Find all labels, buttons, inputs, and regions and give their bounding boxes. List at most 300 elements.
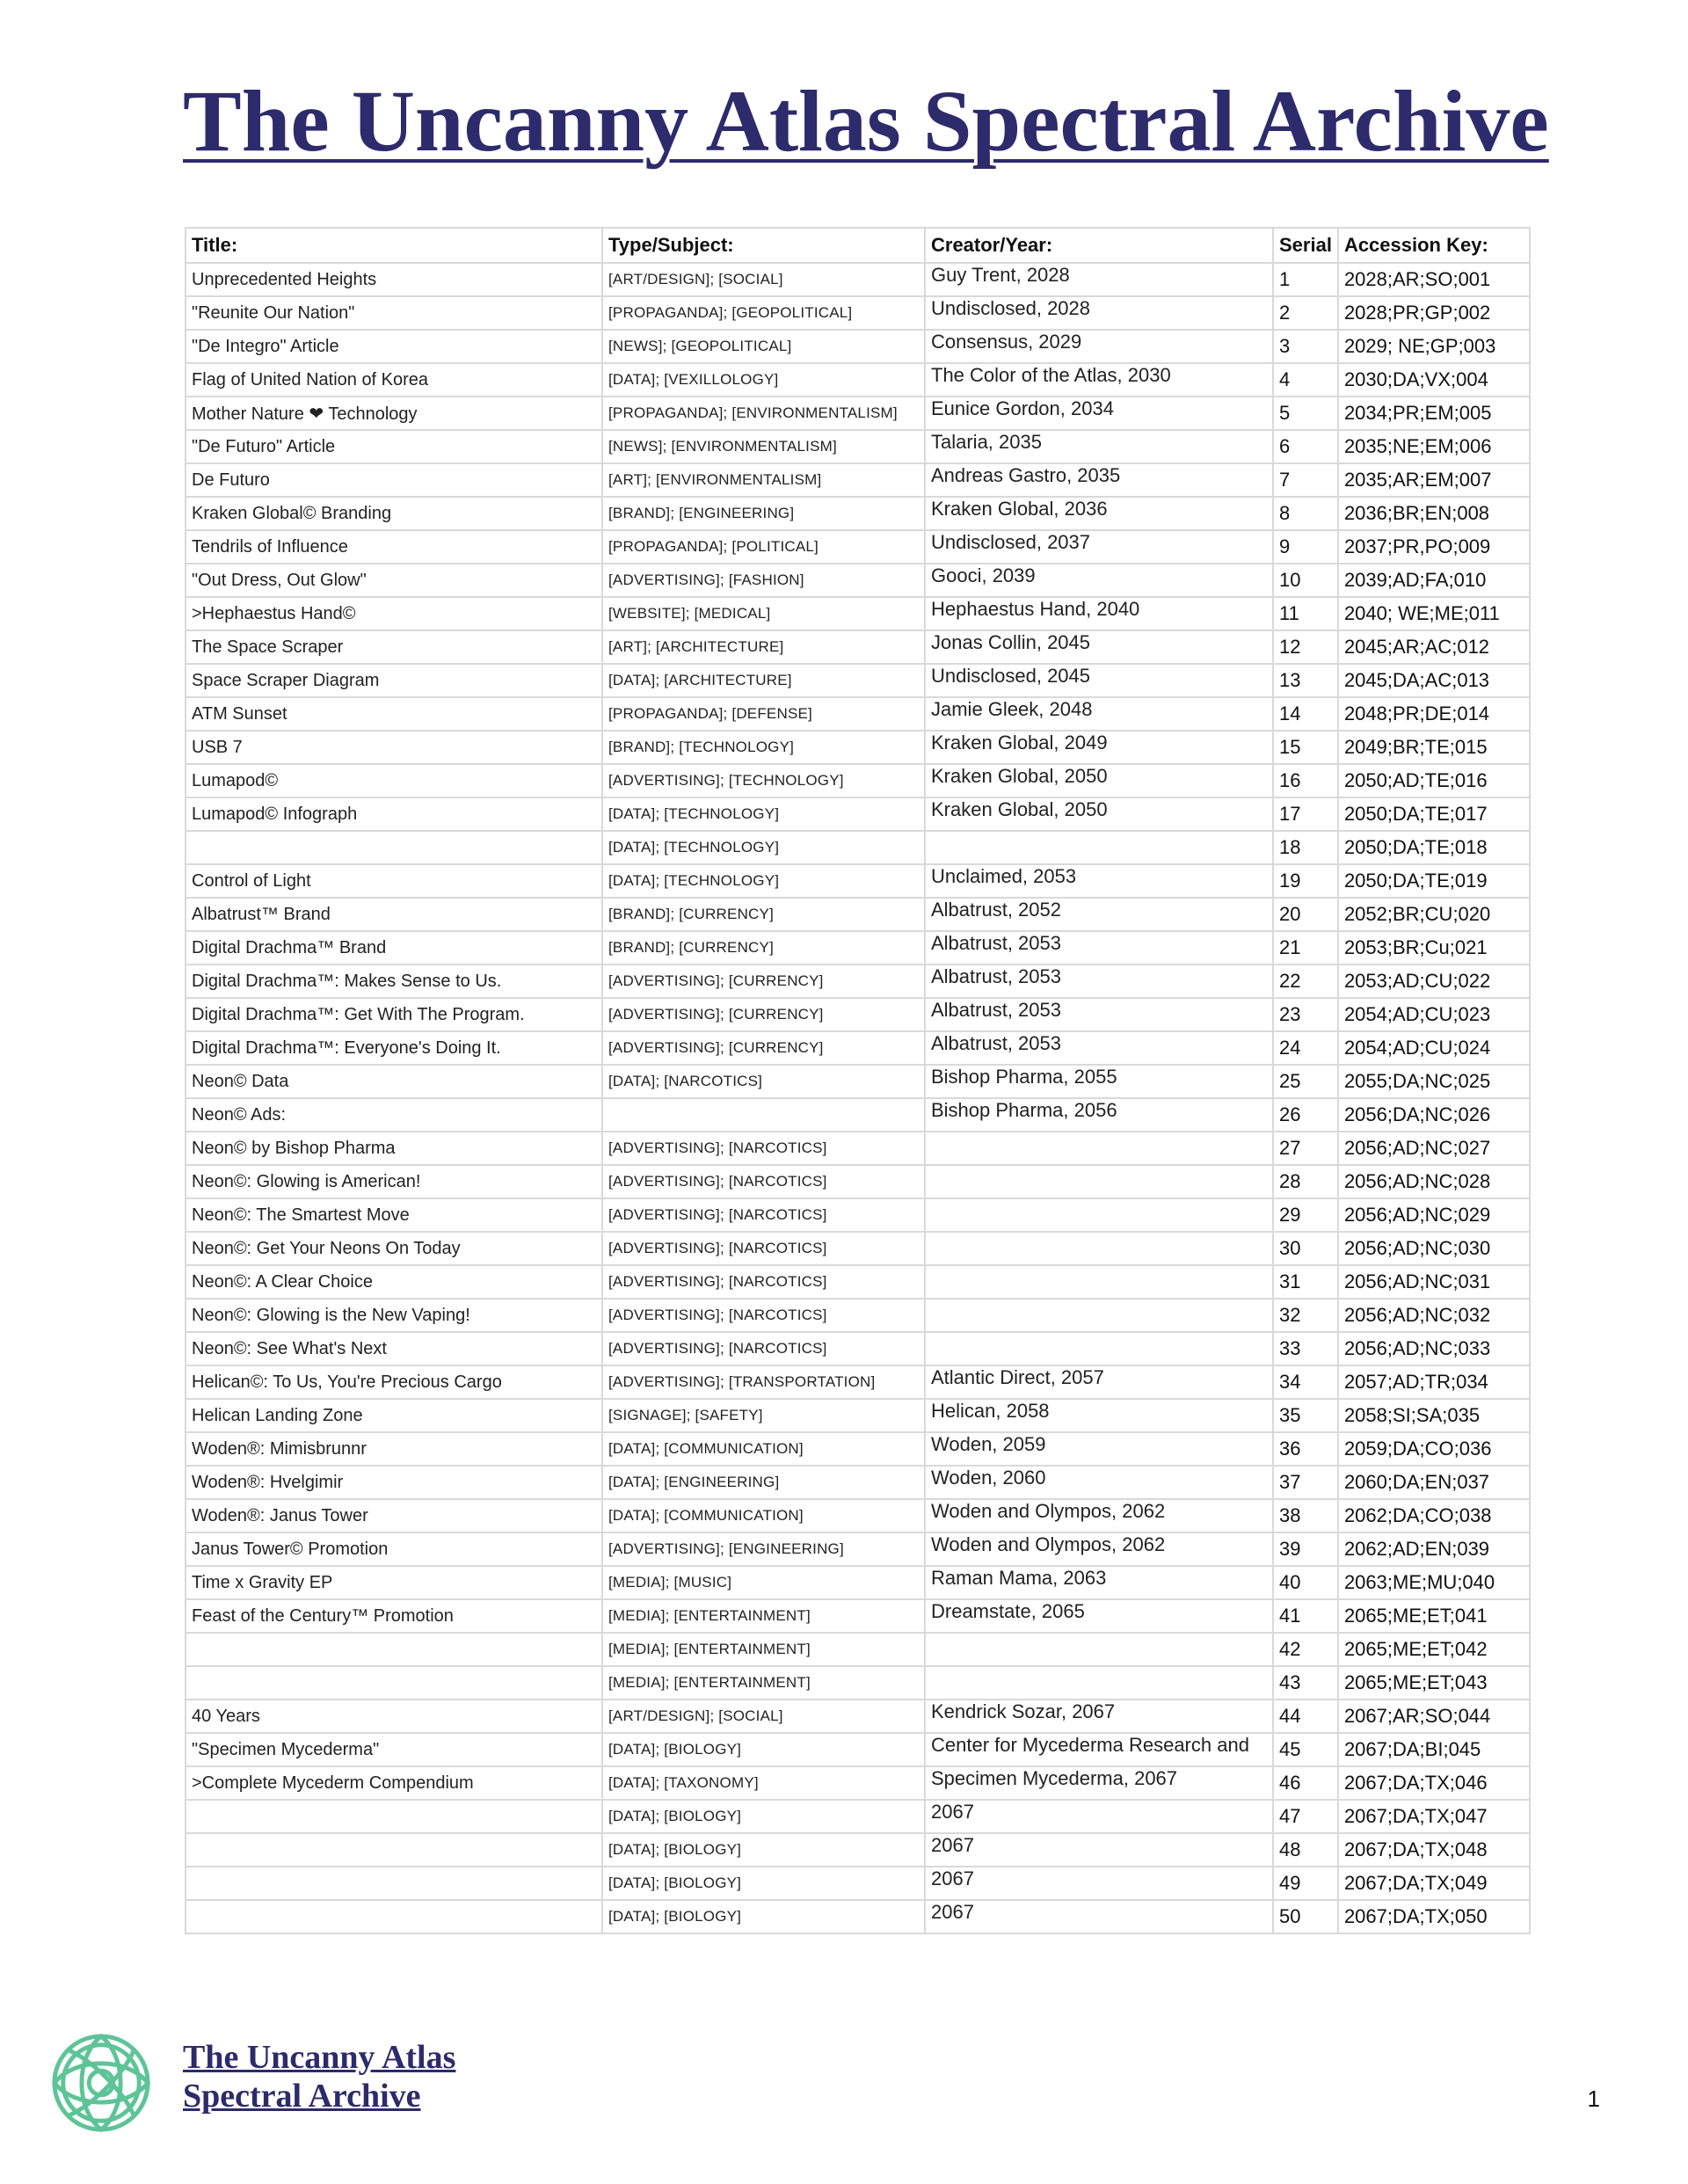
cell-title: "De Futuro" Article (186, 430, 602, 463)
cell-serial: 47 (1273, 1800, 1338, 1833)
cell-title: Janus Tower© Promotion (186, 1532, 602, 1566)
cell-accession-key: 2049;BR;TE;015 (1338, 731, 1530, 764)
cell-title: Neon©: See What's Next (186, 1332, 602, 1365)
page-number: 1 (1587, 2086, 1600, 2112)
cell-serial: 29 (1273, 1198, 1338, 1232)
cell-creator-year: Unclaimed, 2053 (925, 864, 1273, 898)
cell-serial: 34 (1273, 1365, 1338, 1399)
cell-serial: 14 (1273, 697, 1338, 731)
cell-accession-key: 2054;AD;CU;024 (1338, 1031, 1530, 1065)
table-row (186, 764, 1530, 797)
cell-serial: 5 (1273, 397, 1338, 430)
cell-type-subject: [ART]; [ENVIRONMENTALISM] (602, 463, 925, 497)
cell-type-subject: [ADVERTISING]; [FASHION] (602, 564, 925, 597)
table-row (186, 1232, 1530, 1265)
cell-type-subject: [NEWS]; [ENVIRONMENTALISM] (602, 430, 925, 463)
cell-creator-year: Bishop Pharma, 2056 (925, 1098, 1273, 1132)
cell-title: Tendrils of Influence (186, 530, 602, 564)
cell-title: Neon©: Get Your Neons On Today (186, 1232, 602, 1265)
cell-accession-key: 2063;ME;MU;040 (1338, 1566, 1530, 1599)
cell-type-subject: [ADVERTISING]; [CURRENCY] (602, 998, 925, 1031)
table-row (186, 965, 1530, 998)
cell-title: Neon© Ads: (186, 1098, 602, 1132)
cell-type-subject: [DATA]; [TAXONOMY] (602, 1766, 925, 1800)
cell-title: Flag of United Nation of Korea (186, 363, 602, 397)
cell-creator-year: Albatrust, 2053 (925, 1031, 1273, 1065)
cell-title: Woden®: Hvelgimir (186, 1466, 602, 1499)
cell-serial: 20 (1273, 898, 1338, 931)
table-row (186, 1399, 1530, 1432)
table-row (186, 1733, 1530, 1766)
cell-creator-year: Albatrust, 2053 (925, 965, 1273, 998)
cell-creator-year (925, 1165, 1273, 1198)
cell-title: Digital Drachma™: Get With The Program. (186, 998, 602, 1031)
cell-serial: 46 (1273, 1766, 1338, 1800)
table-row (186, 330, 1530, 363)
cell-type-subject: [ADVERTISING]; [ENGINEERING] (602, 1532, 925, 1566)
cell-serial: 38 (1273, 1499, 1338, 1532)
cell-creator-year: Woden, 2060 (925, 1466, 1273, 1499)
table-row (186, 530, 1530, 564)
cell-title: Lumapod© (186, 764, 602, 797)
cell-title: >Complete Mycederm Compendium (186, 1766, 602, 1800)
table-row (186, 1132, 1530, 1165)
cell-accession-key: 2056;AD;NC;033 (1338, 1332, 1530, 1365)
cell-type-subject: [MEDIA]; [ENTERTAINMENT] (602, 1599, 925, 1633)
cell-accession-key: 2056;DA;NC;026 (1338, 1098, 1530, 1132)
cell-title: Neon©: Glowing is American! (186, 1165, 602, 1198)
cell-serial: 1 (1273, 263, 1338, 296)
table-row (186, 998, 1530, 1031)
cell-creator-year: Kraken Global, 2049 (925, 731, 1273, 764)
table-row (186, 797, 1530, 831)
table-row (186, 1833, 1530, 1867)
cell-title (186, 1666, 602, 1700)
cell-type-subject: [DATA]; [ARCHITECTURE] (602, 664, 925, 697)
cell-title: "De Integro" Article (186, 330, 602, 363)
cell-accession-key: 2053;BR;Cu;021 (1338, 931, 1530, 965)
cell-type-subject: [DATA]; [VEXILLOLOGY] (602, 363, 925, 397)
table-row (186, 497, 1530, 530)
cell-accession-key: 2035;AR;EM;007 (1338, 463, 1530, 497)
table-row (186, 1098, 1530, 1132)
cell-serial: 26 (1273, 1098, 1338, 1132)
cell-creator-year: Gooci, 2039 (925, 564, 1273, 597)
cell-type-subject: [DATA]; [ENGINEERING] (602, 1466, 925, 1499)
cell-type-subject: [DATA]; [BIOLOGY] (602, 1800, 925, 1833)
cell-serial: 39 (1273, 1532, 1338, 1566)
cell-serial: 43 (1273, 1666, 1338, 1700)
cell-title: Woden®: Janus Tower (186, 1499, 602, 1532)
cell-serial: 11 (1273, 597, 1338, 630)
cell-type-subject: [ADVERTISING]; [NARCOTICS] (602, 1299, 925, 1332)
cell-type-subject: [ART/DESIGN]; [SOCIAL] (602, 263, 925, 296)
cell-accession-key: 2045;DA;AC;013 (1338, 664, 1530, 697)
cell-title (186, 1867, 602, 1900)
cell-type-subject: [PROPAGANDA]; [DEFENSE] (602, 697, 925, 731)
cell-type-subject: [BRAND]; [CURRENCY] (602, 898, 925, 931)
cell-serial: 12 (1273, 630, 1338, 664)
cell-type-subject: [ART/DESIGN]; [SOCIAL] (602, 1700, 925, 1733)
cell-accession-key: 2052;BR;CU;020 (1338, 898, 1530, 931)
cell-creator-year (925, 1265, 1273, 1299)
cell-title: Helican©: To Us, You're Precious Cargo (186, 1365, 602, 1399)
table-row (186, 1299, 1530, 1332)
cell-creator-year: Woden, 2059 (925, 1432, 1273, 1466)
table-row (186, 1666, 1530, 1700)
cell-serial: 10 (1273, 564, 1338, 597)
cell-title: ATM Sunset (186, 697, 602, 731)
cell-creator-year: 2067 (925, 1867, 1273, 1900)
cell-accession-key: 2050;DA;TE;018 (1338, 831, 1530, 864)
cell-serial: 24 (1273, 1031, 1338, 1065)
cell-serial: 22 (1273, 965, 1338, 998)
cell-creator-year (925, 1332, 1273, 1365)
cell-type-subject: [PROPAGANDA]; [GEOPOLITICAL] (602, 296, 925, 330)
cell-creator-year: Undisclosed, 2045 (925, 664, 1273, 697)
cell-serial: 17 (1273, 797, 1338, 831)
cell-accession-key: 2067;AR;SO;044 (1338, 1700, 1530, 1733)
cell-accession-key: 2045;AR;AC;012 (1338, 630, 1530, 664)
cell-serial: 33 (1273, 1332, 1338, 1365)
cell-serial: 32 (1273, 1299, 1338, 1332)
cell-creator-year: 2067 (925, 1833, 1273, 1867)
cell-accession-key: 2050;DA;TE;017 (1338, 797, 1530, 831)
cell-accession-key: 2062;AD;EN;039 (1338, 1532, 1530, 1566)
cell-type-subject: [ADVERTISING]; [TECHNOLOGY] (602, 764, 925, 797)
cell-serial: 31 (1273, 1265, 1338, 1299)
cell-creator-year: 2067 (925, 1900, 1273, 1933)
cell-title: The Space Scraper (186, 630, 602, 664)
cell-title: 40 Years (186, 1700, 602, 1733)
cell-type-subject: [MEDIA]; [ENTERTAINMENT] (602, 1633, 925, 1666)
table-row (186, 1599, 1530, 1633)
cell-accession-key: 2067;DA;BI;045 (1338, 1733, 1530, 1766)
cell-accession-key: 2040; WE;ME;011 (1338, 597, 1530, 630)
cell-serial: 15 (1273, 731, 1338, 764)
cell-serial: 3 (1273, 330, 1338, 363)
table-row (186, 1265, 1530, 1299)
cell-type-subject: [DATA]; [COMMUNICATION] (602, 1432, 925, 1466)
table-row (186, 1532, 1530, 1566)
cell-creator-year: Kraken Global, 2036 (925, 497, 1273, 530)
cell-serial: 42 (1273, 1633, 1338, 1666)
table-row (186, 1499, 1530, 1532)
header-title: Title: (186, 228, 602, 263)
cell-accession-key: 2029; NE;GP;003 (1338, 330, 1530, 363)
cell-accession-key: 2056;AD;NC;028 (1338, 1165, 1530, 1198)
cell-type-subject: [ART]; [ARCHITECTURE] (602, 630, 925, 664)
cell-type-subject: [DATA]; [BIOLOGY] (602, 1900, 925, 1933)
cell-serial: 30 (1273, 1232, 1338, 1265)
table-row (186, 363, 1530, 397)
cell-serial: 27 (1273, 1132, 1338, 1165)
table-row (186, 1365, 1530, 1399)
cell-type-subject: [DATA]; [TECHNOLOGY] (602, 831, 925, 864)
header-type-subject: Type/Subject: (602, 228, 925, 263)
cell-serial: 36 (1273, 1432, 1338, 1466)
cell-title (186, 1800, 602, 1833)
cell-serial: 35 (1273, 1399, 1338, 1432)
cell-serial: 18 (1273, 831, 1338, 864)
cell-title: Neon© by Bishop Pharma (186, 1132, 602, 1165)
cell-title (186, 1633, 602, 1666)
cell-creator-year: Consensus, 2029 (925, 330, 1273, 363)
cell-title: USB 7 (186, 731, 602, 764)
cell-creator-year (925, 1633, 1273, 1666)
page-title: The Uncanny Atlas Spectral Archive (183, 72, 1549, 170)
cell-type-subject: [PROPAGANDA]; [ENVIRONMENTALISM] (602, 397, 925, 430)
cell-title: "Out Dress, Out Glow" (186, 564, 602, 597)
cell-type-subject: [BRAND]; [TECHNOLOGY] (602, 731, 925, 764)
cell-type-subject: [SIGNAGE]; [SAFETY] (602, 1399, 925, 1432)
cell-type-subject: [NEWS]; [GEOPOLITICAL] (602, 330, 925, 363)
cell-creator-year: Andreas Gastro, 2035 (925, 463, 1273, 497)
cell-title: Control of Light (186, 864, 602, 898)
cell-creator-year: Dreamstate, 2065 (925, 1599, 1273, 1633)
table-header-row (186, 228, 1530, 263)
table-row (186, 1432, 1530, 1466)
cell-accession-key: 2056;AD;NC;029 (1338, 1198, 1530, 1232)
cell-creator-year: Albatrust, 2053 (925, 998, 1273, 1031)
cell-title: "Reunite Our Nation" (186, 296, 602, 330)
cell-serial: 9 (1273, 530, 1338, 564)
header-creator-year: Creator/Year: (925, 228, 1273, 263)
cell-accession-key: 2056;AD;NC;031 (1338, 1265, 1530, 1299)
cell-title: Digital Drachma™ Brand (186, 931, 602, 965)
cell-creator-year: Kraken Global, 2050 (925, 764, 1273, 797)
cell-serial: 50 (1273, 1900, 1338, 1933)
cell-title (186, 1833, 602, 1867)
cell-creator-year: Kendrick Sozar, 2067 (925, 1700, 1273, 1733)
cell-accession-key: 2055;DA;NC;025 (1338, 1065, 1530, 1098)
cell-accession-key: 2065;ME;ET;041 (1338, 1599, 1530, 1633)
cell-title: Helican Landing Zone (186, 1399, 602, 1432)
footer-title (183, 2038, 455, 2115)
table-row (186, 1766, 1530, 1800)
cell-creator-year (925, 1666, 1273, 1700)
cell-accession-key: 2065;ME;ET;043 (1338, 1666, 1530, 1700)
cell-title (186, 831, 602, 864)
cell-accession-key: 2058;SI;SA;035 (1338, 1399, 1530, 1432)
cell-accession-key: 2056;AD;NC;032 (1338, 1299, 1530, 1332)
table-row (186, 931, 1530, 965)
cell-title: Digital Drachma™: Makes Sense to Us. (186, 965, 602, 998)
table-row (186, 597, 1530, 630)
cell-creator-year: Woden and Olympos, 2062 (925, 1499, 1273, 1532)
cell-title: Kraken Global© Branding (186, 497, 602, 530)
cell-title: Mother Nature ❤ Technology (186, 397, 602, 430)
cell-serial: 23 (1273, 998, 1338, 1031)
header-serial: Serial (1273, 228, 1338, 263)
cell-accession-key: 2036;BR;EN;008 (1338, 497, 1530, 530)
cell-creator-year (925, 831, 1273, 864)
footer-title-line1: The Uncanny Atlas (183, 2039, 456, 2076)
table-row (186, 731, 1530, 764)
table-row (186, 296, 1530, 330)
cell-type-subject: [ADVERTISING]; [NARCOTICS] (602, 1165, 925, 1198)
cell-accession-key: 2037;PR,PO;009 (1338, 530, 1530, 564)
cell-accession-key: 2067;DA;TX;049 (1338, 1867, 1530, 1900)
table-row (186, 898, 1530, 931)
cell-title: Woden®: Mimisbrunnr (186, 1432, 602, 1466)
cell-type-subject: [DATA]; [TECHNOLOGY] (602, 797, 925, 831)
table-row (186, 1332, 1530, 1365)
cell-type-subject: [DATA]; [BIOLOGY] (602, 1867, 925, 1900)
cell-type-subject: [ADVERTISING]; [TRANSPORTATION] (602, 1365, 925, 1399)
cell-type-subject: [ADVERTISING]; [NARCOTICS] (602, 1232, 925, 1265)
cell-type-subject: [WEBSITE]; [MEDICAL] (602, 597, 925, 630)
cell-serial: 40 (1273, 1566, 1338, 1599)
table-row (186, 1466, 1530, 1499)
cell-title: Neon©: A Clear Choice (186, 1265, 602, 1299)
table-row (186, 430, 1530, 463)
cell-creator-year: Talaria, 2035 (925, 430, 1273, 463)
cell-serial: 2 (1273, 296, 1338, 330)
cell-creator-year: The Color of the Atlas, 2030 (925, 363, 1273, 397)
cell-title (186, 1900, 602, 1933)
cell-title: Unprecedented Heights (186, 263, 602, 296)
cell-accession-key: 2067;DA;TX;050 (1338, 1900, 1530, 1933)
cell-title: Feast of the Century™ Promotion (186, 1599, 602, 1633)
cell-title: Albatrust™ Brand (186, 898, 602, 931)
cell-accession-key: 2053;AD;CU;022 (1338, 965, 1530, 998)
cell-accession-key: 2059;DA;CO;036 (1338, 1432, 1530, 1466)
cell-accession-key: 2030;DA;VX;004 (1338, 363, 1530, 397)
cell-title: >Hephaestus Hand© (186, 597, 602, 630)
archive-table (185, 227, 1531, 1934)
cell-type-subject: [DATA]; [BIOLOGY] (602, 1833, 925, 1867)
cell-serial: 25 (1273, 1065, 1338, 1098)
cell-type-subject: [BRAND]; [CURRENCY] (602, 931, 925, 965)
cell-type-subject: [ADVERTISING]; [NARCOTICS] (602, 1132, 925, 1165)
cell-creator-year: Albatrust, 2052 (925, 898, 1273, 931)
cell-accession-key: 2048;PR;DE;014 (1338, 697, 1530, 731)
cell-title: Neon©: The Smartest Move (186, 1198, 602, 1232)
cell-title: Lumapod© Infograph (186, 797, 602, 831)
cell-creator-year: Atlantic Direct, 2057 (925, 1365, 1273, 1399)
cell-accession-key: 2067;DA;TX;047 (1338, 1800, 1530, 1833)
table-row (186, 564, 1530, 597)
cell-accession-key: 2050;DA;TE;019 (1338, 864, 1530, 898)
cell-creator-year (925, 1299, 1273, 1332)
cell-serial: 16 (1273, 764, 1338, 797)
cell-creator-year: Jonas Collin, 2045 (925, 630, 1273, 664)
celtic-knot-logo-icon (49, 2031, 153, 2135)
cell-title: Time x Gravity EP (186, 1566, 602, 1599)
cell-type-subject: [DATA]; [COMMUNICATION] (602, 1499, 925, 1532)
cell-accession-key: 2035;NE;EM;006 (1338, 430, 1530, 463)
cell-accession-key: 2057;AD;TR;034 (1338, 1365, 1530, 1399)
table-row (186, 1700, 1530, 1733)
cell-accession-key: 2067;DA;TX;048 (1338, 1833, 1530, 1867)
cell-accession-key: 2028;AR;SO;001 (1338, 263, 1530, 296)
table-row (186, 1566, 1530, 1599)
cell-title: Digital Drachma™: Everyone's Doing It. (186, 1031, 602, 1065)
table-row (186, 1031, 1530, 1065)
table-row (186, 864, 1530, 898)
cell-type-subject: [MEDIA]; [MUSIC] (602, 1566, 925, 1599)
cell-type-subject: [ADVERTISING]; [CURRENCY] (602, 965, 925, 998)
cell-accession-key: 2034;PR;EM;005 (1338, 397, 1530, 430)
cell-creator-year: Undisclosed, 2037 (925, 530, 1273, 564)
cell-serial: 41 (1273, 1599, 1338, 1633)
cell-creator-year: Center for Mycederma Research and (925, 1733, 1273, 1766)
cell-creator-year: Guy Trent, 2028 (925, 263, 1273, 296)
cell-accession-key: 2067;DA;TX;046 (1338, 1766, 1530, 1800)
cell-type-subject: [ADVERTISING]; [NARCOTICS] (602, 1332, 925, 1365)
cell-title: Neon©: Glowing is the New Vaping! (186, 1299, 602, 1332)
cell-creator-year (925, 1132, 1273, 1165)
cell-type-subject: [DATA]; [TECHNOLOGY] (602, 864, 925, 898)
cell-creator-year: Woden and Olympos, 2062 (925, 1532, 1273, 1566)
cell-creator-year: Helican, 2058 (925, 1399, 1273, 1432)
cell-creator-year: 2067 (925, 1800, 1273, 1833)
cell-type-subject: [MEDIA]; [ENTERTAINMENT] (602, 1666, 925, 1700)
cell-serial: 7 (1273, 463, 1338, 497)
cell-type-subject: [ADVERTISING]; [NARCOTICS] (602, 1198, 925, 1232)
table-row (186, 1065, 1530, 1098)
table-row (186, 697, 1530, 731)
cell-title: Neon© Data (186, 1065, 602, 1098)
cell-accession-key: 2039;AD;FA;010 (1338, 564, 1530, 597)
cell-accession-key: 2062;DA;CO;038 (1338, 1499, 1530, 1532)
table-row (186, 664, 1530, 697)
table-row (186, 263, 1530, 296)
cell-serial: 6 (1273, 430, 1338, 463)
cell-accession-key: 2028;PR;GP;002 (1338, 296, 1530, 330)
cell-serial: 28 (1273, 1165, 1338, 1198)
cell-accession-key: 2065;ME;ET;042 (1338, 1633, 1530, 1666)
cell-serial: 49 (1273, 1867, 1338, 1900)
table-row (186, 1633, 1530, 1666)
cell-creator-year: Kraken Global, 2050 (925, 797, 1273, 831)
cell-title: "Specimen Mycederma" (186, 1733, 602, 1766)
cell-serial: 4 (1273, 363, 1338, 397)
cell-serial: 13 (1273, 664, 1338, 697)
cell-accession-key: 2056;AD;NC;030 (1338, 1232, 1530, 1265)
table-body (186, 263, 1530, 1933)
cell-title: Space Scraper Diagram (186, 664, 602, 697)
cell-creator-year: Albatrust, 2053 (925, 931, 1273, 965)
cell-type-subject: [ADVERTISING]; [CURRENCY] (602, 1031, 925, 1065)
cell-type-subject: [DATA]; [NARCOTICS] (602, 1065, 925, 1098)
cell-accession-key: 2060;DA;EN;037 (1338, 1466, 1530, 1499)
cell-serial: 37 (1273, 1466, 1338, 1499)
table-row (186, 1800, 1530, 1833)
cell-type-subject: [BRAND]; [ENGINEERING] (602, 497, 925, 530)
cell-creator-year: Raman Mama, 2063 (925, 1566, 1273, 1599)
table-row (186, 831, 1530, 864)
table-row (186, 463, 1530, 497)
footer-title-line2: Spectral Archive (183, 2078, 421, 2115)
cell-serial: 19 (1273, 864, 1338, 898)
cell-serial: 45 (1273, 1733, 1338, 1766)
table-row (186, 630, 1530, 664)
cell-serial: 8 (1273, 497, 1338, 530)
cell-type-subject: [DATA]; [BIOLOGY] (602, 1733, 925, 1766)
table-row (186, 1165, 1530, 1198)
cell-type-subject: [PROPAGANDA]; [POLITICAL] (602, 530, 925, 564)
header-accession-key: Accession Key: (1338, 228, 1530, 263)
table-row (186, 1900, 1530, 1933)
table-row (186, 1867, 1530, 1900)
cell-creator-year: Hephaestus Hand, 2040 (925, 597, 1273, 630)
cell-accession-key: 2054;AD;CU;023 (1338, 998, 1530, 1031)
cell-type-subject (602, 1098, 925, 1132)
cell-creator-year: Specimen Mycederma, 2067 (925, 1766, 1273, 1800)
cell-title: De Futuro (186, 463, 602, 497)
